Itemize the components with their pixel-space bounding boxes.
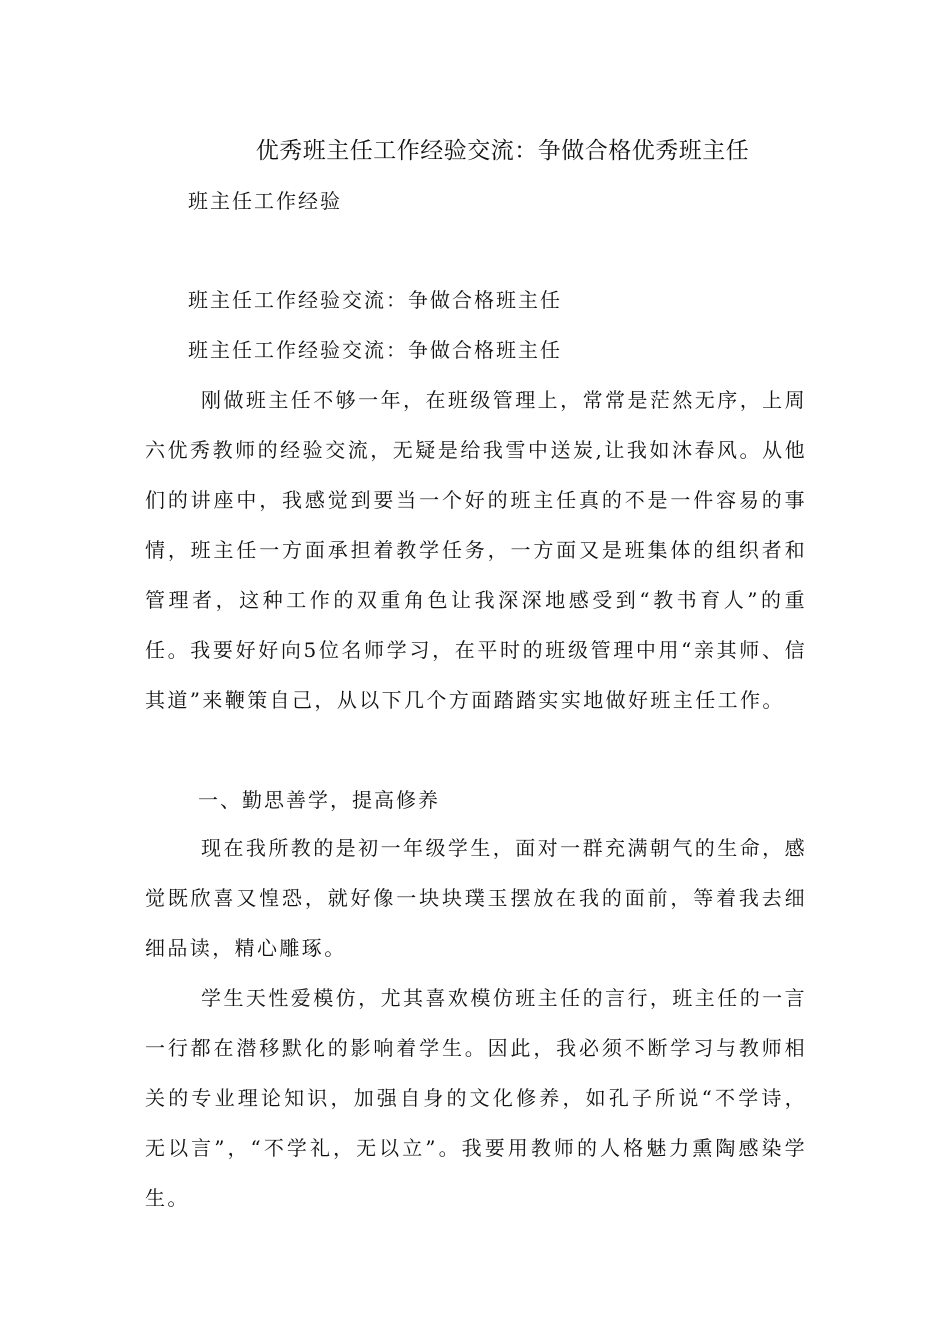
- paragraph-2: 现在我所教的是初一年级学生，面对一群充满朝气的生命，感觉既欣喜又惶恐，就好像一块块璞玉摆放在我的面前，等着我去细细品读，精心雕琢。: [145, 836, 807, 960]
- document-title: 优秀班主任工作经验交流：争做合格优秀班主任: [255, 138, 750, 164]
- category-label: 班主任工作经验: [188, 189, 342, 213]
- section-heading: 一、勤思善学，提高修养: [198, 788, 440, 812]
- paragraph-intro: 刚做班主任不够一年，在班级管理上，常常是茫然无序，上周六优秀教师的经验交流，无疑是给我雪中送炭,让我如沐春风。从他们的讲座中，我感觉到要当一个好的班主任真的不是一件容易的事情，班主任一方面承担着教学任务，一方面又是班集体的组织者和管理者，这种工作的双重角色让我深深地感受到“教书育人”的重任。我要好好向5位名师学习，在平时的班级管理中用“亲其师、信其道”来鞭策自己，从以下几个方面踏踏实实地做好班主任工作。: [145, 388, 807, 712]
- subtitle-1: 班主任工作经验交流：争做合格班主任: [188, 288, 562, 312]
- paragraph-3: 学生天性爱模仿，尤其喜欢模仿班主任的言行，班主任的一言一行都在潜移默化的影响着学生。因此，我必须不断学习与教师相关的专业理论知识，加强自身的文化修养，如孔子所说“不学诗，无以言”，“不学礼，无以立”。我要用教师的人格魅力熏陶感染学生。: [145, 986, 807, 1210]
- subtitle-2: 班主任工作经验交流：争做合格班主任: [188, 338, 562, 362]
